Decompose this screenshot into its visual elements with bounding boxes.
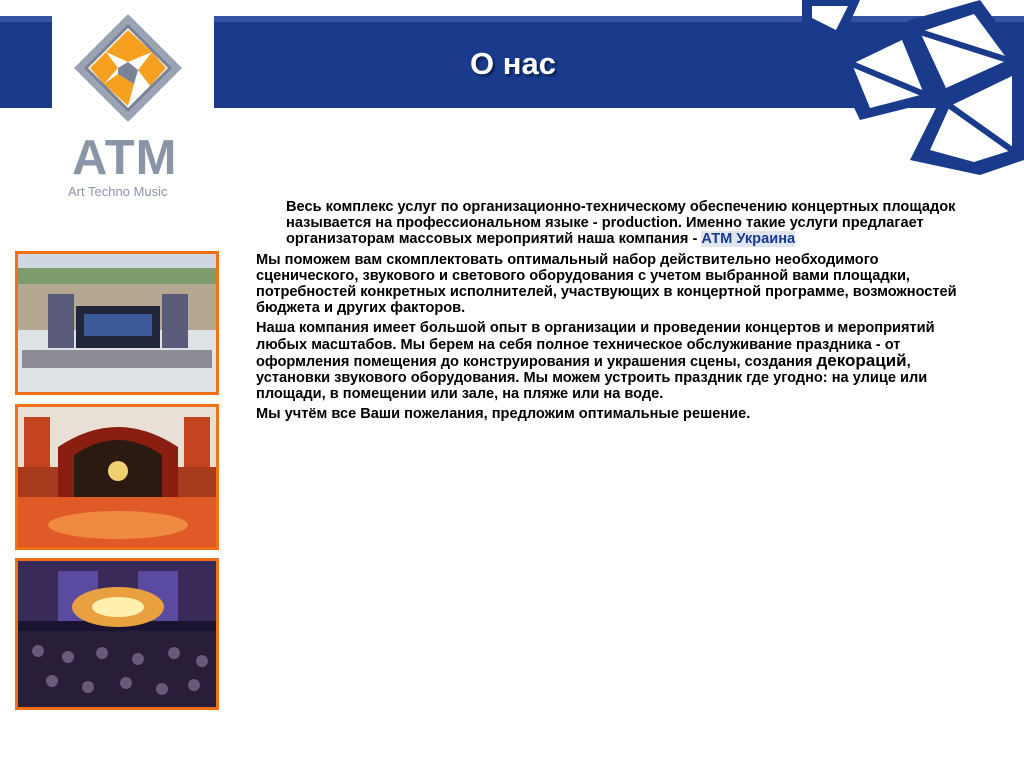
paragraph-2: Мы поможем вам скомплектовать оптимальный набор действительно необходимого сценического, звукового и светового оборудования с учетом выбранной вами площадки, потребностей конкретных исполнителей, участвующих в концертной программе, возможностей бюджета и других факторов. <box>256 251 957 317</box>
concert-hall-photo <box>15 558 219 710</box>
about-text <box>256 199 968 427</box>
logo-name: ATM <box>72 131 178 185</box>
company-link[interactable]: АТМ Украина <box>701 231 796 248</box>
corner-decoration-icon <box>790 0 1024 175</box>
logo-tagline: Art Techno Music <box>68 184 168 199</box>
theater-stage-photo <box>15 404 219 550</box>
paragraph-1: Весь комплекс услуг по организационно-техническому обеспечению концертных площадок называется на профессиональном языке - production. Именно такие услуги предлагает организаторам массовых мероприятий наша компания - АТМ Украина <box>286 199 956 248</box>
page-title: О нас <box>470 46 556 81</box>
paragraph-4: Мы учтём все Ваши пожелания, предложим оптимальные решение. <box>256 406 751 423</box>
paragraph-3: Наша компания имеет большой опыт в организации и проведении концертов и мероприятий любых масштабов. Мы берем на себя полное техническое обслуживание праздника - от оформления помещения до конструирования и украшения сцены, создания декораций, установки звукового оборудования. Мы можем устроить праздник где угодно: на улице или площади, в помещении или зале, на пляже или на воде. <box>256 320 935 403</box>
atm-logo-icon <box>72 12 184 124</box>
stadium-stage-photo <box>15 251 219 395</box>
